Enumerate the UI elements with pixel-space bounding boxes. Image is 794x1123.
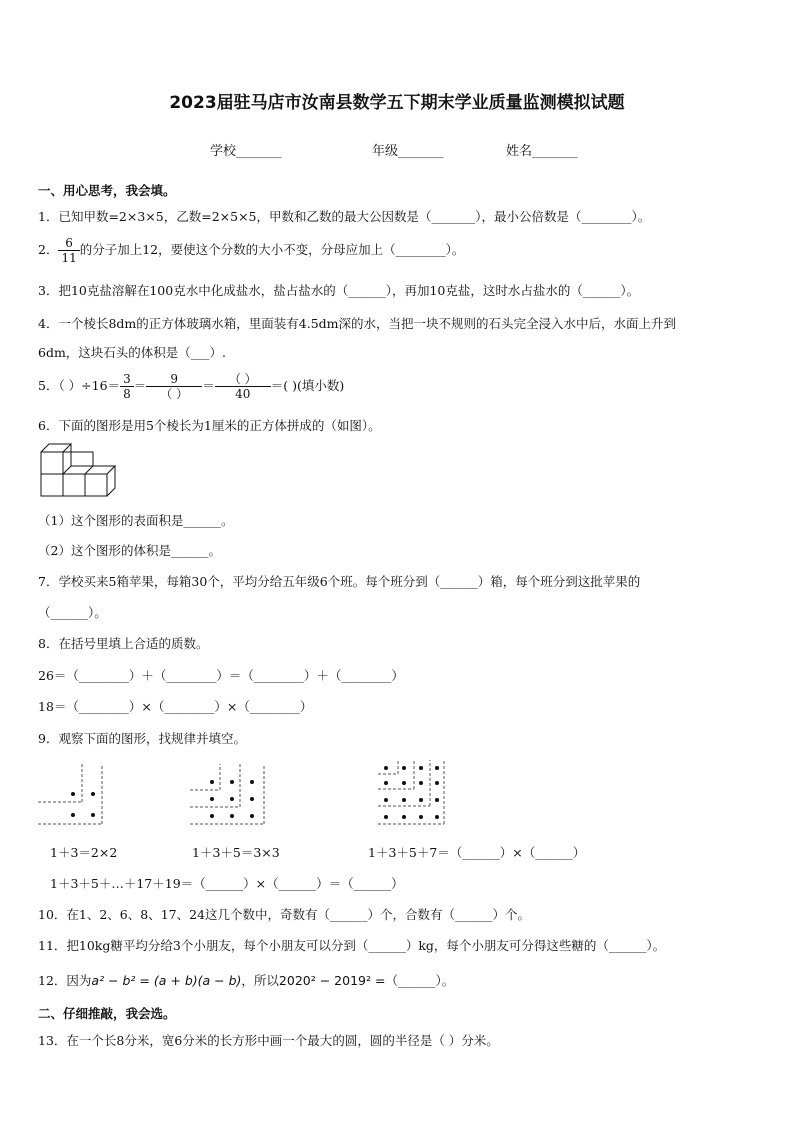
grade-field[interactable]: 年级_______ [372, 144, 444, 159]
page-title: 2023届驻马店市汝南县数学五下期末学业质量监测模拟试题 [169, 93, 625, 113]
pattern-caption-3: 1＋3＋5＋7＝（______）×（______） [368, 845, 586, 860]
fraction-denominator: （ ） [160, 387, 189, 401]
question-4-line-2: 6dm，这块石头的体积是（___）. [38, 345, 227, 360]
question-1: 1．已知甲数=2×3×5，乙数=2×5×5，甲数和乙数的最大公因数是（_______），最小公倍数是（________）。 [38, 209, 651, 224]
section-heading-2: 二、仔细推敲，我会选。 [38, 1006, 176, 1021]
equals-sign: ＝ [202, 378, 215, 393]
question-6-part-1: （1）这个图形的表面积是______。 [38, 513, 234, 528]
question-4-line-1: 4．一个棱长8dm的正方体玻璃水箱，里面装有4.5dm深的水，当把一块不规则的石头完全浸入水中后，水面上升到 [38, 316, 676, 331]
question-7-line-2: （______）。 [38, 605, 107, 620]
question-5-fraction-3 [215, 372, 271, 401]
question-13: 13．在一个长8分米，宽6分米的长方形中画一个最大的圆，圆的半径是（ ）分米。 [38, 1033, 499, 1048]
question-5-start: 5．（ ）÷16＝ [38, 378, 121, 393]
question-9: 9．观察下面的图形，找规律并填空。 [38, 731, 246, 746]
question-5-end: ＝( )(填小数) [270, 378, 345, 393]
question-5-fraction-1 [120, 372, 134, 401]
pattern-caption-1: 1＋3＝2×2 [50, 845, 118, 860]
cube-figure [40, 442, 116, 498]
pattern-caption-4: 1＋3＋5＋…＋17＋19＝（______）×（______）＝（______） [50, 876, 404, 891]
formula-numeric: 2020² − 2019² = [278, 973, 386, 988]
question-11: 11．把10kg糖平均分给3个小朋友，每个小朋友可以分到（______）kg，每个小朋友可分得这些糖的（______）。 [38, 938, 666, 953]
pattern-figure-2 [190, 760, 270, 828]
question-12 [38, 971, 454, 989]
question-8-line-a: 26＝（________）＋（________）＝（________）＋（________） [38, 668, 404, 683]
question-5 [38, 372, 344, 401]
fraction-numerator: （ ） [215, 372, 271, 387]
fraction-denominator: 11 [61, 251, 77, 265]
section-heading-1: 一、用心思考，我会填。 [38, 183, 176, 198]
question-7-line-1: 7．学校买来5箱苹果，每箱30个，平均分给五年级6个班。每个班分到（______）箱，每个班分到这批苹果的 [38, 574, 641, 589]
question-8: 8．在括号里填上合适的质数。 [38, 636, 209, 651]
fraction-numerator: 3 [120, 372, 134, 387]
pattern-figure-1 [38, 760, 104, 828]
question-12-end: （______）。 [385, 973, 455, 988]
question-2-text: 的分子加上12，要使这个分数的大小不变，分母应加上（________）。 [79, 242, 465, 257]
name-field[interactable]: 姓名_______ [506, 144, 578, 159]
fraction-denominator: 8 [123, 387, 131, 401]
question-2 [38, 236, 464, 265]
question-6: 6．下面的图形是用5个棱长为1厘米的正方体拼成的（如图）。 [38, 418, 381, 433]
pattern-figure-3 [376, 758, 448, 828]
fraction-denominator: 40 [235, 387, 251, 401]
fraction-numerator: 6 [58, 236, 79, 251]
question-5-fraction-2 [146, 372, 202, 401]
question-2-fraction [58, 236, 79, 265]
equals-sign: ＝ [133, 378, 147, 393]
question-12-mid: ，所以 [241, 973, 279, 988]
question-12-start: 12．因为 [38, 973, 92, 988]
school-field[interactable]: 学校_______ [210, 144, 282, 159]
question-6-part-2: （2）这个图形的体积是______。 [38, 543, 221, 558]
fraction-numerator: 9 [146, 372, 202, 387]
question-8-line-b: 18＝（________）×（________）×（________） [38, 699, 313, 714]
formula-difference-of-squares: a² − b² = (a + b)(a − b) [91, 973, 242, 988]
pattern-caption-2: 1＋3＋5＝3×3 [192, 845, 280, 860]
question-10: 10．在1、2、6、8、17、24这几个数中，奇数有（______）个，合数有（______）个。 [38, 907, 531, 922]
question-2-number: 2． [38, 242, 59, 257]
question-3: 3．把10克盐溶解在100克水中化成盐水，盐占盐水的（______），再加10克盐，这时水占盐水的（______）。 [38, 283, 640, 298]
